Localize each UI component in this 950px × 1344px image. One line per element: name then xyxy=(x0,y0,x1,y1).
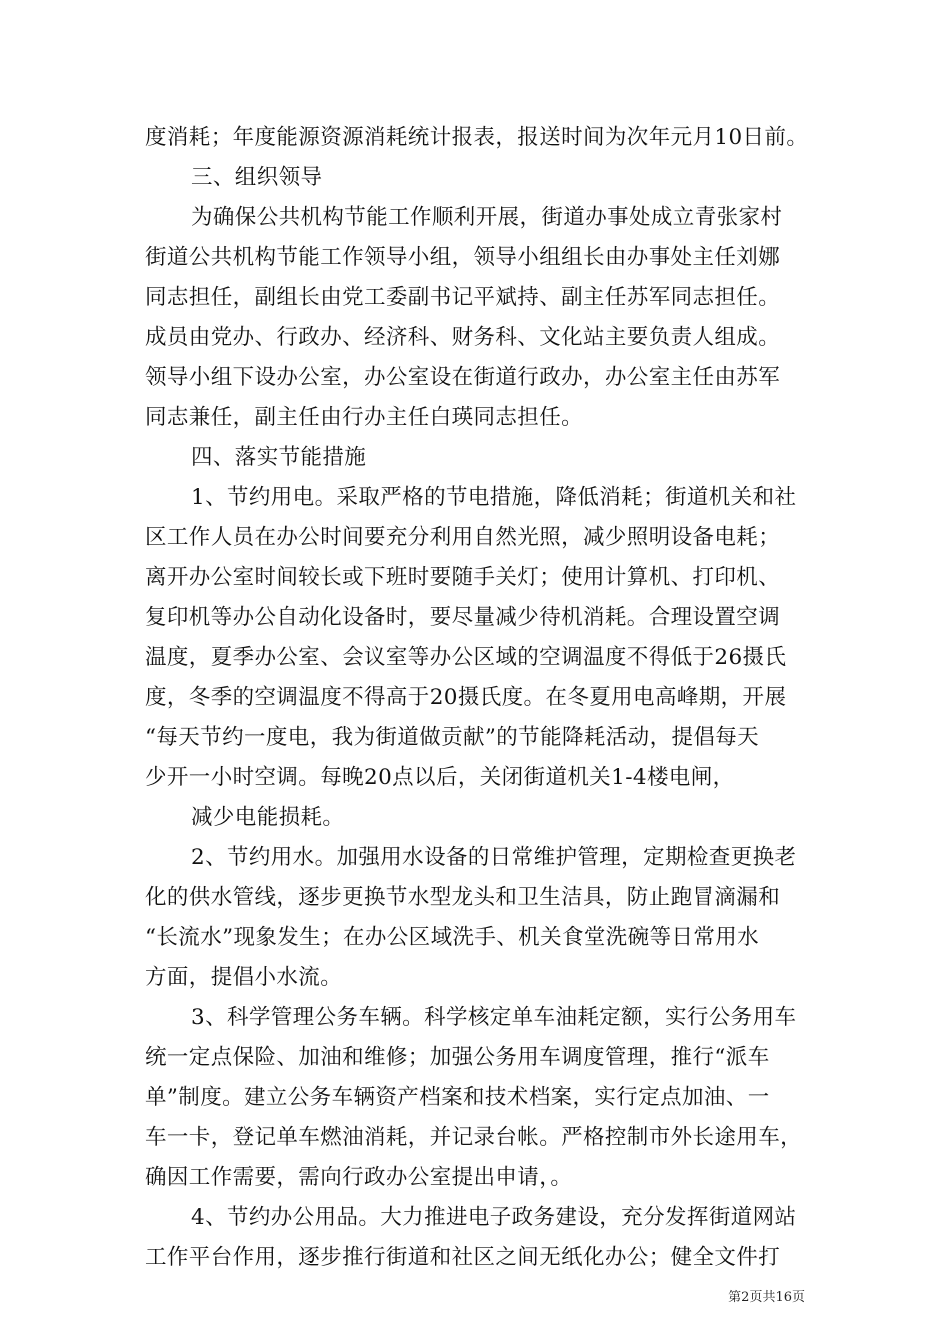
text-line: “长流水”现象发生；在办公区域洗手、机关食堂洗碗等日常用水 xyxy=(145,925,760,950)
text-line: 区工作人员在办公时间要充分利用自然光照，减少照明设备电耗； xyxy=(145,525,781,550)
text-line: 同志担任，副组长由党工委副书记平斌持、副主任苏军同志担任。 xyxy=(145,285,781,310)
text-line: 少开一小时空调。每晚20点以后，关闭街道机关1-4楼电闸， xyxy=(145,765,735,790)
text-line: 四、落实节能措施 xyxy=(191,445,367,470)
page-number-footer: 第2页共16页 xyxy=(728,1290,805,1305)
text-line: 3、科学管理公务车辆。科学核定单车油耗定额，实行公务用车 xyxy=(191,1005,797,1030)
text-line: 4、节约办公用品。大力推进电子政务建设，充分发挥街道网站 xyxy=(191,1205,797,1230)
text-line: 方面，提倡小水流。 xyxy=(145,965,343,990)
text-line: 领导小组下设办公室，办公室设在街道行政办，办公室主任由苏军 xyxy=(145,365,781,390)
text-line: 复印机等办公自动化设备时，要尽量减少待机消耗。合理设置空调 xyxy=(145,605,781,630)
text-line: 同志兼任，副主任由行办主任白瑛同志担任。 xyxy=(145,405,584,430)
text-line: 单”制度。建立公务车辆资产档案和技术档案，实行定点加油、一 xyxy=(145,1085,770,1110)
text-line: 确因工作需要，需向行政办公室提出申请，。 xyxy=(145,1165,573,1190)
text-line: 车一卡，登记单车燃油消耗，并记录台帐。严格控制市外长途用车， xyxy=(145,1125,803,1150)
text-line: 成员由党办、行政办、经济科、财务科、文化站主要负责人组成。 xyxy=(145,325,781,350)
text-line: 度，冬季的空调温度不得高于20摄氏度。在冬夏用电高峰期，开展 xyxy=(145,685,787,710)
text-line: 2、节约用水。加强用水设备的日常维护管理，定期检查更换老 xyxy=(191,845,797,870)
text-line: 度消耗；年度能源资源消耗统计报表，报送时间为次年元月10日前。 xyxy=(145,125,809,150)
text-line: 工作平台作用，逐步推行街道和社区之间无纸化办公；健全文件打 xyxy=(145,1245,781,1270)
text-line: 温度，夏季办公室、会议室等办公区域的空调温度不得低于26摄氏 xyxy=(145,645,787,670)
text-line: 1、节约用电。采取严格的节电措施，降低消耗；街道机关和社 xyxy=(191,485,797,510)
text-line: 减少电能损耗。 xyxy=(191,805,345,830)
text-line: 离开办公室时间较长或下班时要随手关灯；使用计算机、打印机、 xyxy=(145,565,781,590)
text-line: 为确保公共机构节能工作顺利开展，街道办事处成立青张家村 xyxy=(191,205,783,230)
text-line: 三、组织领导 xyxy=(191,165,323,190)
text-line: 化的供水管线，逐步更换节水型龙头和卫生洁具，防止跑冒滴漏和 xyxy=(145,885,781,910)
text-line: 街道公共机构节能工作领导小组，领导小组组长由办事处主任刘娜 xyxy=(145,245,781,270)
text-line: 统一定点保险、加油和维修；加强公务用车调度管理，推行“派车 xyxy=(145,1045,770,1070)
text-line: “每天节约一度电，我为街道做贡献”的节能降耗活动，提倡每天 xyxy=(145,725,760,750)
document-body xyxy=(145,118,815,1278)
